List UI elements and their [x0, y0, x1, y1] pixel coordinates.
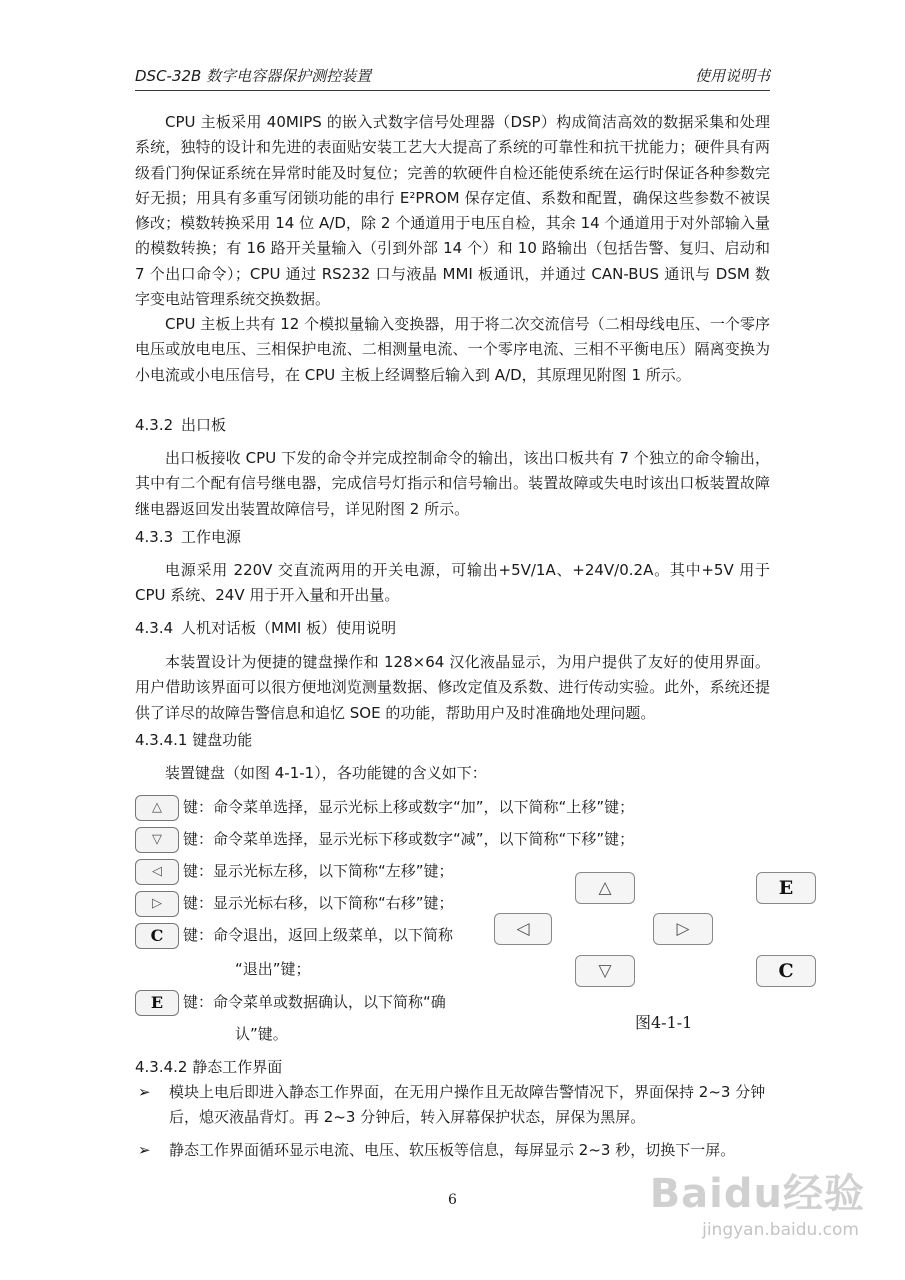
- heading-4-3-4-1: 4.3.4.1 键盘功能: [135, 731, 253, 749]
- bullet-text: 静态工作界面循环显示电流、电压、软压板等信息，每屏显示 2~3 秒，切换下一屏。: [169, 1141, 736, 1159]
- left-arrow-icon: ◁: [135, 859, 179, 885]
- header-rule: [135, 90, 770, 91]
- key-description: 键：命令菜单或数据确认，以下简称“确: [183, 993, 446, 1011]
- bullet-text: 模块上电后即进入静态工作界面，在无用户操作且无故障告警情况下，界面保持 2~3 分钟后，熄灭液晶背灯。再 2~3 分钟后，转入屏幕保护状态，屏保为黑屏。: [169, 1083, 766, 1126]
- key-description: 键：命令退出，返回上级菜单，以下简称: [183, 926, 454, 944]
- watermark: [635, 1162, 865, 1262]
- figure-e-key-icon: E: [756, 872, 816, 904]
- key-description: 键：命令菜单选择，显示光标上移或数字“加”，以下简称“上移”键；: [183, 798, 635, 816]
- heading-title: 工作电源: [181, 528, 242, 546]
- paragraph-analog-inputs: CPU 主板上共有 12 个模拟量输入变换器，用于将二次交流信号（二相母线电压、一个零序电压或放电电压、三相保护电流、二相测量电流、一个零序电流、三相不平衡电压）隔离变换为小电流或小电压信号，在 CPU 主板上经调整后输入到 A/D，其原理见附图 1 所示。: [135, 315, 770, 384]
- header-title: DSC-32B 数字电容器保护测控装置: [135, 67, 372, 85]
- heading-4-3-2: [135, 413, 226, 438]
- heading-title: 人机对话板（MMI 板）使用说明: [181, 619, 397, 637]
- heading-4-3-4: [135, 616, 396, 641]
- key-description: 键：命令菜单选择，显示光标下移或数字“减”，以下简称“下移”键；: [183, 830, 635, 848]
- key-description: 键：显示光标右移，以下简称“右移”键；: [183, 894, 454, 912]
- bullet-item: [135, 1080, 770, 1130]
- bullet-item: [135, 1138, 770, 1163]
- figure-caption: 图4-1-1: [635, 1013, 693, 1032]
- e-key-icon: E: [135, 990, 179, 1016]
- figure-c-key-icon: C: [756, 955, 816, 987]
- heading-title: 出口板: [181, 416, 227, 434]
- running-header: [135, 62, 770, 88]
- heading-4-3-3: [135, 525, 241, 550]
- key-description-continued: “退出”键；: [235, 960, 311, 978]
- watermark-logo: Baidu经验: [649, 1171, 865, 1217]
- page-number: 6: [448, 1192, 457, 1208]
- figure-down-key-icon: ▽: [575, 955, 635, 987]
- heading-number: 4.3.3: [135, 528, 174, 546]
- c-key-icon: C: [135, 923, 179, 949]
- figure-left-key-icon: ◁: [494, 913, 552, 945]
- paragraph-mmi-board: 本装置设计为便捷的键盘操作和 128×64 汉化液晶显示，为用户提供了友好的使用界面。用户借助该界面可以很方便地浏览测量数据、修改定值及系数、进行传动实验。此外，系统还提供了详尽的故障告警信息和追忆 SOE 的功能，帮助用户及时准确地处理问题。: [135, 653, 770, 722]
- right-arrow-icon: ▷: [135, 891, 179, 917]
- heading-number: 4.3.4: [135, 619, 174, 637]
- heading-number: 4.3.2: [135, 416, 174, 434]
- key-description-continued: 认”键。: [235, 1025, 288, 1043]
- paragraph-keyboard-intro: 装置键盘（如图 4-1-1），各功能键的含义如下：: [165, 764, 487, 782]
- arrow-bullet-icon: ➢: [138, 1141, 151, 1159]
- header-doc-type: 使用说明书: [694, 67, 770, 85]
- paragraph-cpu-board: CPU 主板采用 40MIPS 的嵌入式数字信号处理器（DSP）构成简洁高效的数据采集和处理系统，独特的设计和先进的表面贴安装工艺大大提高了系统的可靠性和抗干扰能力；硬件具有两级看门狗保证系统在异常时能及时复位；完善的软硬件自检还能使系统在运行时保证各种参数完好无损；用具有多重写闭锁功能的串行 E²PROM 保存定值、系数和配置，确保这些参数不被误修改；模数转换采用 14 位 A/D，除 2 个通道用于电压自检，其余 14 个通道用于对外部输入量的模数转换；有 16 路开关量输入（引到外部 14 个）和 10 路输出（包括告警、复归、启动和 7 个出口命令）；CPU 通过 RS232 口与液晶 MMI 板通讯，并通过 CAN-BUS 通讯与 DSM 数字变电站管理系统交换数据。: [135, 113, 770, 309]
- figure-up-key-icon: △: [575, 872, 635, 904]
- key-description: 键：显示光标左移，以下简称“左移”键；: [183, 862, 454, 880]
- watermark-url: jingyan.baidu.com: [702, 1220, 859, 1240]
- down-arrow-icon: ▽: [135, 827, 179, 853]
- heading-4-3-4-2: 4.3.4.2 静态工作界面: [135, 1058, 283, 1076]
- figure-right-key-icon: ▷: [653, 913, 713, 945]
- paragraph-output-board: 出口板接收 CPU 下发的命令并完成控制命令的输出，该出口板共有 7 个独立的命令输出，其中有二个配有信号继电器，完成信号灯指示和信号输出。装置故障或失电时该出口板装置故障继电器返回发出装置故障信号，详见附图 2 所示。: [135, 449, 770, 518]
- paragraph-power-supply: 电源采用 220V 交直流两用的开关电源，可输出+5V/1A、+24V/0.2A。其中+5V 用于 CPU 系统、24V 用于开入量和开出量。: [135, 561, 770, 605]
- arrow-bullet-icon: ➢: [138, 1083, 151, 1101]
- up-arrow-icon: △: [135, 795, 179, 821]
